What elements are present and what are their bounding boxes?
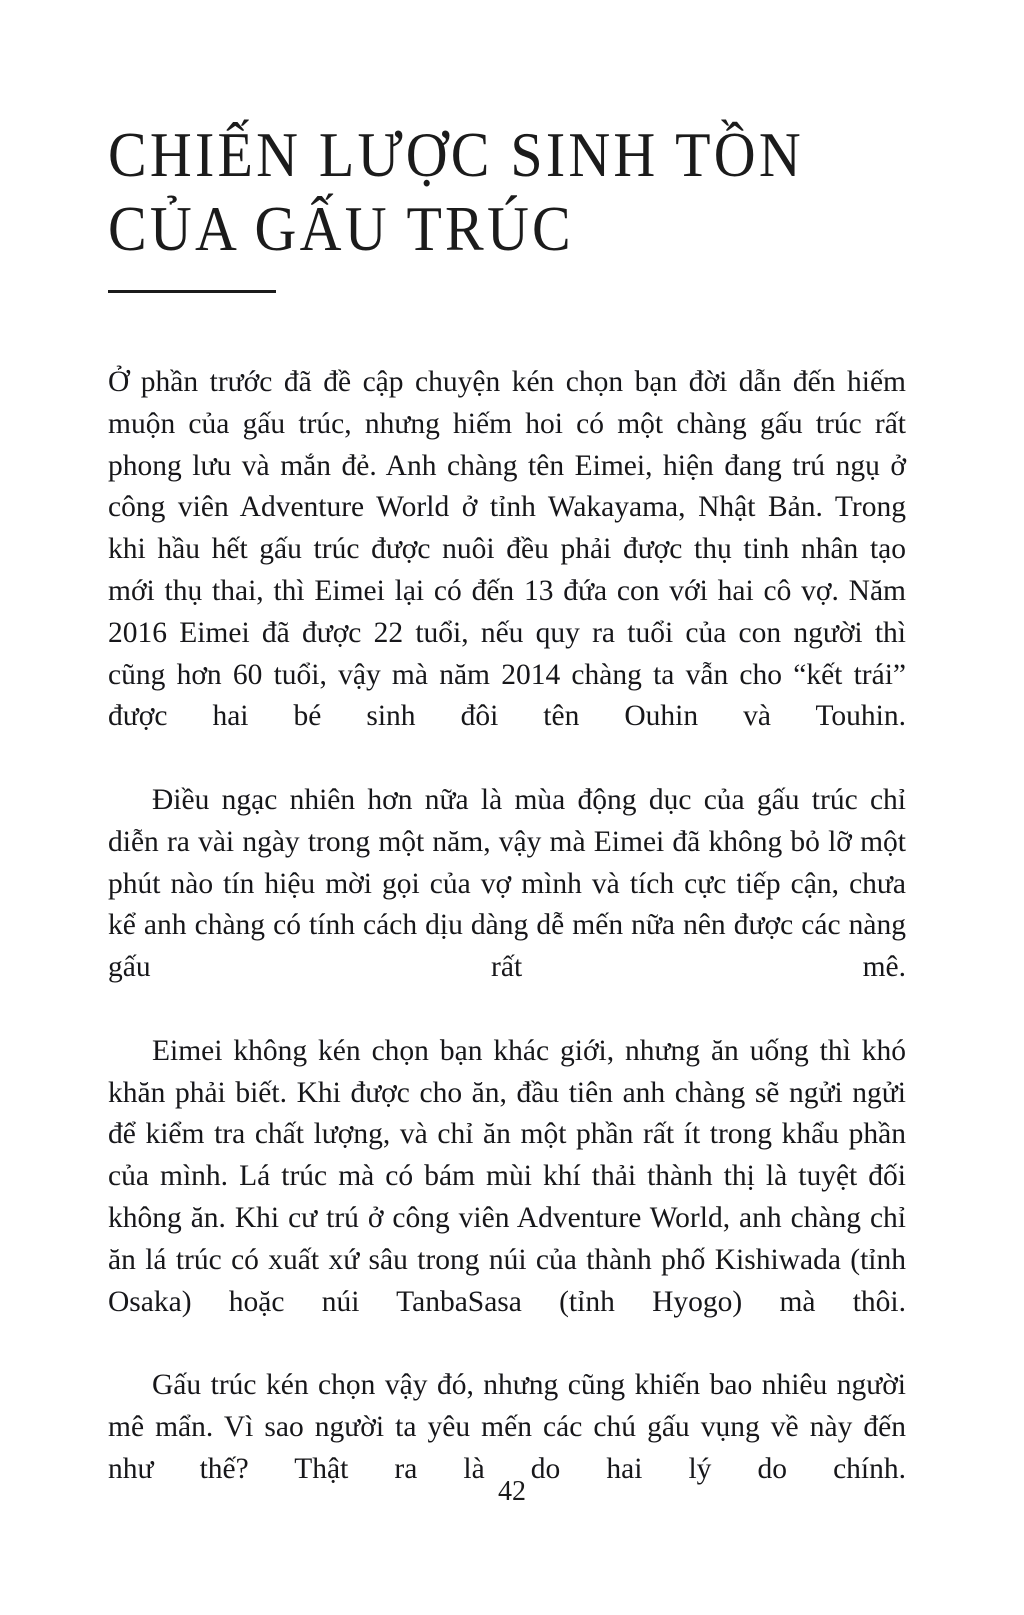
title-line-2: CỦA GẤU TRÚC: [108, 194, 574, 264]
body-paragraph: Ở phần trước đã đề cập chuyện kén chọn bạn đời dẫn đến hiếm muộn của gấu trúc, nhưng hiếm hoi có một chàng gấu trúc rất phong lưu và mắn đẻ. Anh chàng tên Eimei, hiện đang trú ngụ ở công viên Adventure World ở tỉnh Wakayama, Nhật Bản. Trong khi hầu hết gấu trúc được nuôi đều phải được thụ tinh nhân tạo mới thụ thai, thì Eimei lại có đến 13 đứa con với hai cô vợ. Năm 2016 Eimei đã được 22 tuổi, nếu quy ra tuổi của con người thì cũng hơn 60 tuổi, vậy mà năm 2014 chàng ta vẫn cho “kết trái” được hai bé sinh đôi tên Ouhin và Touhin.: [108, 366, 906, 733]
body-paragraph: Điều ngạc nhiên hơn nữa là mùa động dục của gấu trúc chỉ diễn ra vài ngày trong một năm, vậy mà Eimei đã không bỏ lỡ một phút nào tín hiệu mời gọi của vợ mình và tích cực tiếp cận, chưa kể anh chàng có tính cách dịu dàng dễ mến nữa nên được các nàng gấu rất mê.: [108, 783, 906, 984]
title-line-1: CHIẾN LƯỢC SINH TỒN: [108, 120, 804, 190]
page-number: 42: [498, 1476, 526, 1507]
body-paragraph: Gấu trúc kén chọn vậy đó, nhưng cũng khiến bao nhiêu người mê mẩn. Vì sao người ta yêu mến các chú gấu vụng về này đến như thế? Thật ra là do hai lý do chính.: [108, 1369, 906, 1485]
body-text: [108, 362, 906, 1532]
body-paragraph: Eimei không kén chọn bạn khác giới, nhưng ăn uống thì khó khăn phải biết. Khi được cho ăn, đầu tiên anh chàng sẽ ngửi ngửi để kiểm tra chất lượng, và chỉ ăn một phần rất ít trong khẩu phần của mình. Lá trúc mà có bám mùi khí thải thành thị là tuyệt đối không ăn. Khi cư trú ở công viên Adventure World, anh chàng chỉ ăn lá trúc có xuất xứ sâu trong núi của thành phố Kishiwada (tỉnh Osaka) hoặc núi TanbaSasa (tỉnh Hyogo) mà thôi.: [108, 1034, 906, 1318]
page-title: [108, 118, 928, 293]
title-divider: [108, 290, 276, 293]
